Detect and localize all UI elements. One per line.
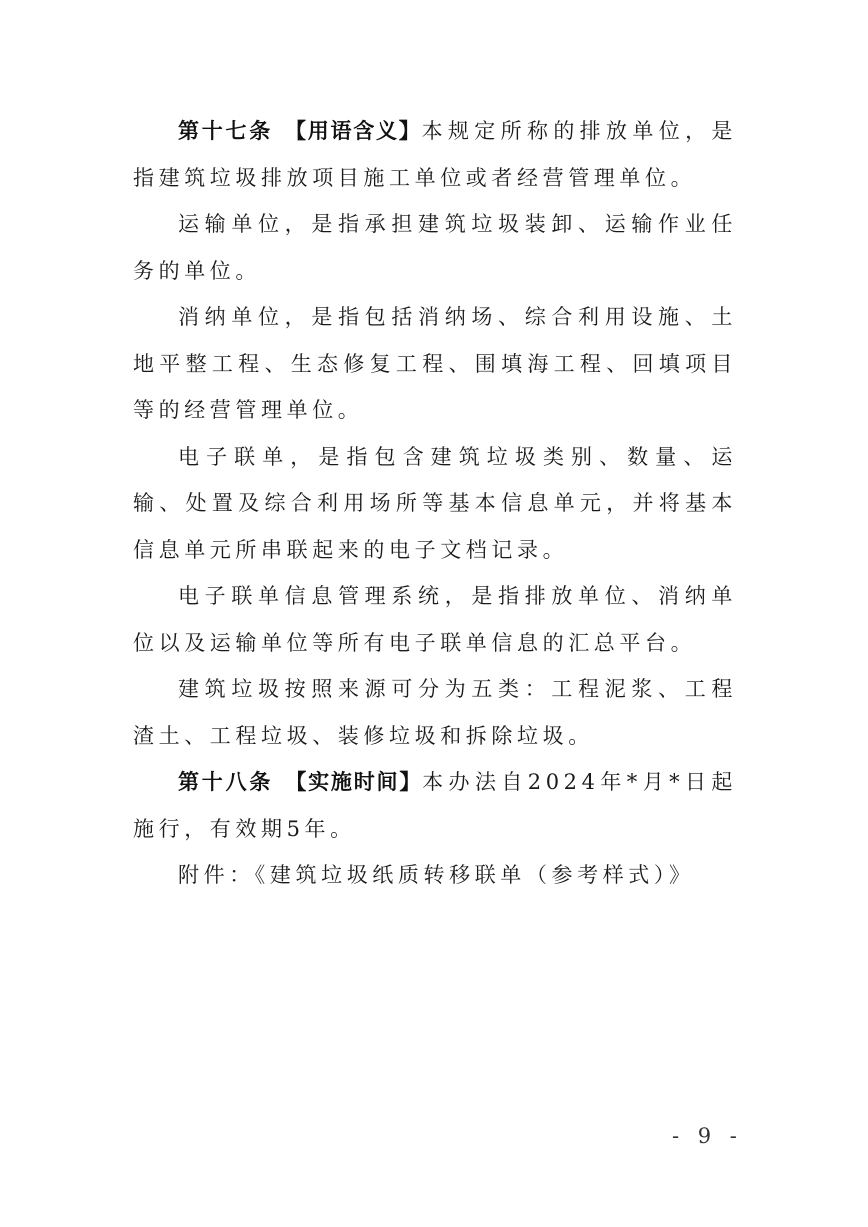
page-number: - 9 - [672,1124,743,1148]
attachment-reference: 附件：《建筑垃圾纸质转移联单（参考样式）》 [178,863,695,887]
document-body [133,108,737,899]
article-17-title: 【用语含义】 [285,119,422,143]
article-18-number: 第十八条 [178,770,274,794]
definition-waste-categories: 建筑垃圾按照来源可分为五类：工程泥浆、工程渣土、工程垃圾、装修垃圾和拆除垃圾。 [133,677,737,748]
definition-disposal-unit: 消纳单位，是指包括消纳场、综合利用设施、土地平整工程、生态修复工程、围填海工程、回填项目等的经营管理单位。 [133,305,737,422]
definition-manifest-system: 电子联单信息管理系统，是指排放单位、消纳单位以及运输单位等所有电子联单信息的汇总平台。 [133,584,737,655]
article-18-title: 【实施时间】 [285,770,423,794]
article-17-definitions [133,108,737,201]
article-18-effective-date [133,759,737,852]
article-18-text: 本办法自2024年*月*日起施行，有效期5年。 [133,770,738,841]
article-17-text: 本规定所称的排放单位，是指建筑垃圾排放项目施工单位或者经营管理单位。 [133,119,738,190]
article-17-number: 第十七条 [178,119,274,143]
definition-transport-unit: 运输单位，是指承担建筑垃圾装卸、运输作业任务的单位。 [133,212,737,283]
definition-electronic-manifest: 电子联单，是指包含建筑垃圾类别、数量、运输、处置及综合利用场所等基本信息单元，并将基本信息单元所串联起来的电子文档记录。 [133,444,737,562]
